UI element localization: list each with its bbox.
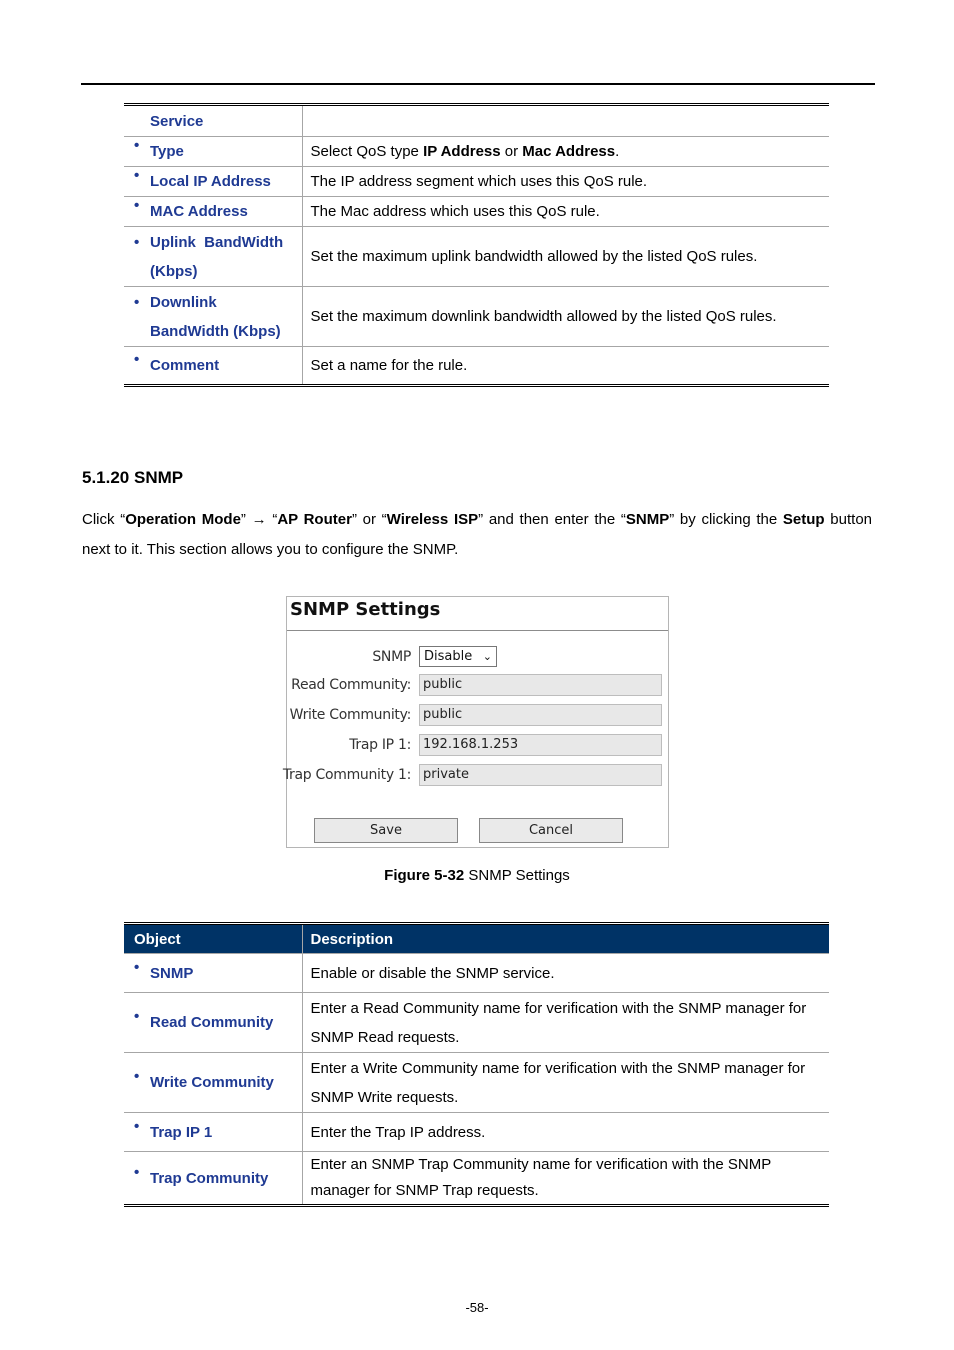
table-row: • Trap IP 1 Enter the Trap IP address. [124, 1113, 829, 1152]
figure-caption: Figure 5-32 SNMP Settings [384, 867, 570, 884]
header-object: Object [124, 924, 302, 954]
write-community-input[interactable]: public [419, 704, 662, 726]
panel-title: SNMP Settings [290, 599, 441, 620]
write-community-label: Write Community: [289, 707, 411, 723]
table-header-row [124, 924, 829, 954]
trap-community-row [282, 764, 668, 788]
write-community-row [287, 704, 668, 728]
bullet-icon: • [134, 958, 140, 976]
trap-ip-label: Trap IP 1: [349, 737, 411, 753]
table-row: • Downlink BandWidth (Kbps) Set the maximum downlink bandwidth allowed by the listed QoS rules. [124, 287, 829, 347]
trap-community-label: Trap Community 1: [282, 767, 411, 783]
page-number: -58- [465, 1300, 489, 1315]
read-community-label: Read Community: [291, 677, 411, 693]
bullet-icon: • [134, 137, 140, 154]
snmp-row [287, 646, 668, 670]
bullet-icon: • [134, 233, 140, 251]
bullet-icon: • [134, 167, 140, 184]
read-community-row [287, 674, 668, 698]
cancel-button[interactable]: Cancel [479, 818, 623, 843]
table-row: • MAC Address The Mac address which uses this QoS rule. [124, 197, 829, 227]
bullet-icon: • [134, 1117, 140, 1135]
header-description: Description [302, 924, 829, 954]
table-row: • Type Select QoS type IP Address or Mac Address. [124, 137, 829, 167]
snmp-select[interactable]: Disable ⌄ [419, 646, 497, 667]
bullet-icon: • [134, 351, 140, 368]
table-header-row [124, 105, 829, 137]
snmp-label: SNMP [372, 649, 411, 665]
read-community-input[interactable]: public [419, 674, 662, 696]
chevron-down-icon: ⌄ [482, 650, 492, 663]
table-row: • SNMP Enable or disable the SNMP service. [124, 954, 829, 993]
snmp-settings-panel [282, 596, 669, 848]
bullet-icon: • [134, 1163, 140, 1181]
bullet-icon: • [134, 293, 140, 311]
bullet-icon: • [134, 1068, 140, 1085]
table-row: • Write Community Enter a Write Community name for verification with the SNMP manager for SNMP Write requests. [124, 1053, 829, 1113]
table-row: • Read Community Enter a Read Community name for verification with the SNMP manager for SNMP Read requests. [124, 993, 829, 1053]
section-heading: 5.1.20 SNMP [82, 468, 184, 487]
table-row: • Trap Community Enter an SNMP Trap Community name for verification with the SNMP manager for SNMP Trap requests. [124, 1152, 829, 1206]
table-row: • Local IP Address The IP address segment which uses this QoS rule. [124, 167, 829, 197]
section-paragraph: Click “Operation Mode” → “AP Router” or “Wireless ISP” and then enter the “SNMP” by clicking the Setup button next to it. This section allows you to configure the SNMP. [82, 511, 873, 558]
trap-ip-row [287, 734, 668, 758]
bullet-icon: • [134, 1008, 140, 1025]
save-button[interactable]: Save [314, 818, 458, 843]
bullet-icon: • [134, 197, 140, 214]
table-row: • Uplink BandWidth (Kbps) Set the maximum uplink bandwidth allowed by the listed QoS rules. [124, 227, 829, 287]
panel-divider [287, 630, 668, 631]
table-row: • Comment Set a name for the rule. [124, 347, 829, 386]
trap-ip-input[interactable]: 192.168.1.253 [419, 734, 662, 756]
table-header-object: Service [124, 105, 302, 137]
trap-community-input[interactable]: private [419, 764, 662, 786]
snmp-object-table [124, 922, 829, 1207]
header-rule [81, 83, 875, 85]
qos-service-table [124, 103, 829, 387]
